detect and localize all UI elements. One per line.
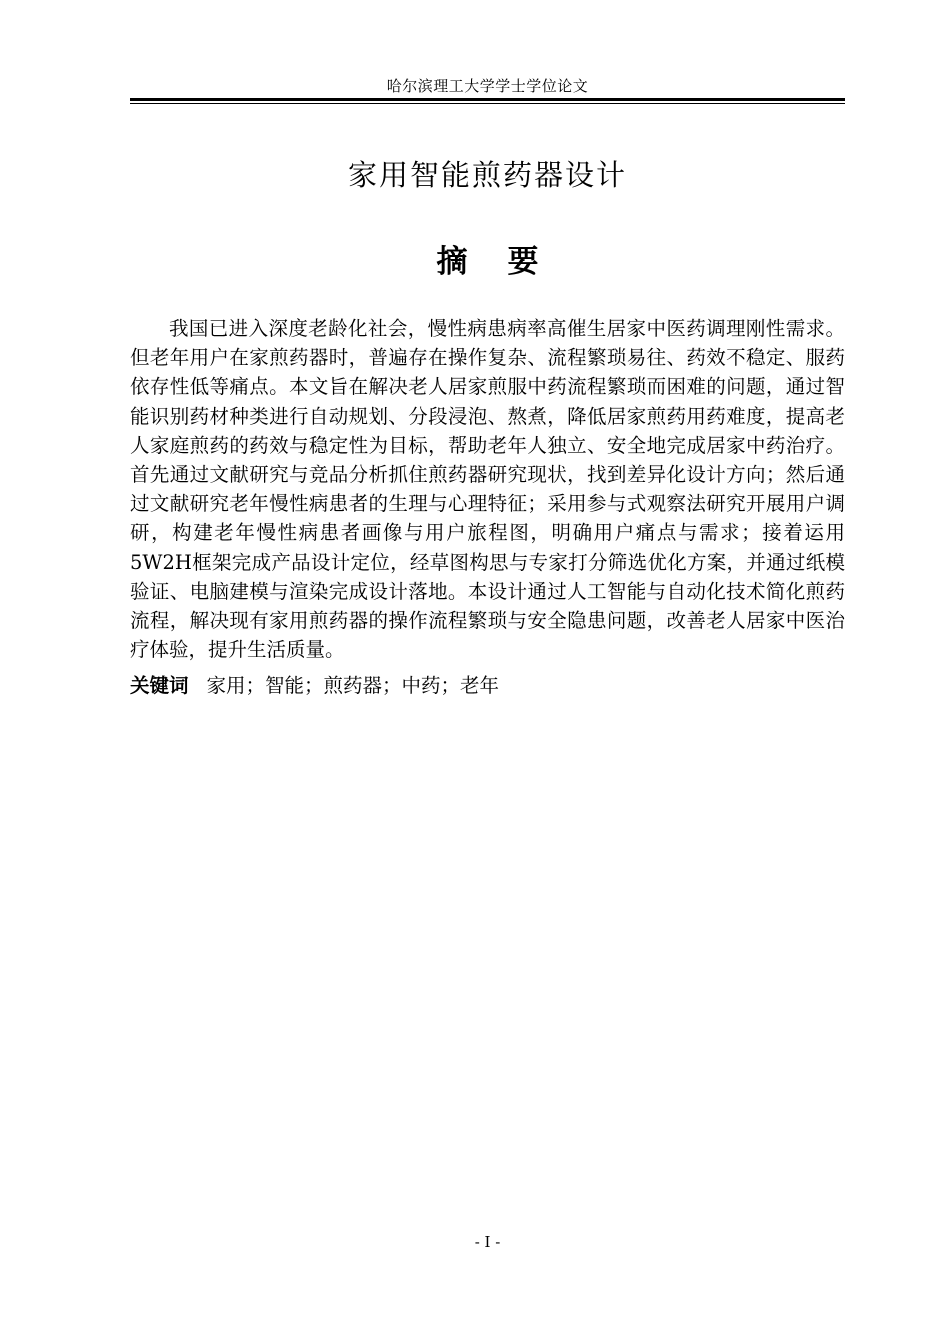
document-title: 家用智能煎药器设计 xyxy=(347,158,627,192)
keywords-text: 家用；智能；煎药器；中药；老年 xyxy=(206,674,500,697)
page-number: - I - xyxy=(474,1233,501,1251)
keywords-label: 关键词 xyxy=(130,674,189,697)
keywords-line xyxy=(130,671,845,700)
header-rule xyxy=(130,98,845,101)
abstract-body: 我国已进入深度老龄化社会，慢性病患病率高催生居家中医药调理刚性需求。但老年用户在家煎药器时，普遍存在操作复杂、流程繁琐易往、药效不稳定、服药依存性低等痛点。本文旨在解决老人居家煎服中药流程繁琐而困难的问题，通过智能识别药材种类进行自动规划、分段浸泡、熬煮，降低居家煎药用药难度，提高老人家庭煎药的药效与稳定性为目标，帮助老年人独立、安全地完成居家中药治疗。首先通过文献研究与竞品分析抓住煎药器研究现状，找到差异化设计方向；然后通过文献研究老年慢性病患者的生理与心理特征；采用参与式观察法研究开展用户调研，构建老年慢性病患者画像与用户旅程图，明确用户痛点与需求；接着运用5W2H框架完成产品设计定位，经草图构思与专家打分筛选优化方案，并通过纸模验证、电脑建模与渲染完成设计落地。本设计通过人工智能与自动化技术简化煎药流程，解决现有家用煎药器的操作流程繁琐与安全隐患问题，改善老人居家中医治疗体验，提升生活质量。 xyxy=(130,317,845,662)
header-rule-thin xyxy=(130,103,845,104)
running-header: 哈尔滨理工大学学士学位论文 xyxy=(386,77,589,95)
abstract-heading: 摘要 xyxy=(436,244,579,280)
